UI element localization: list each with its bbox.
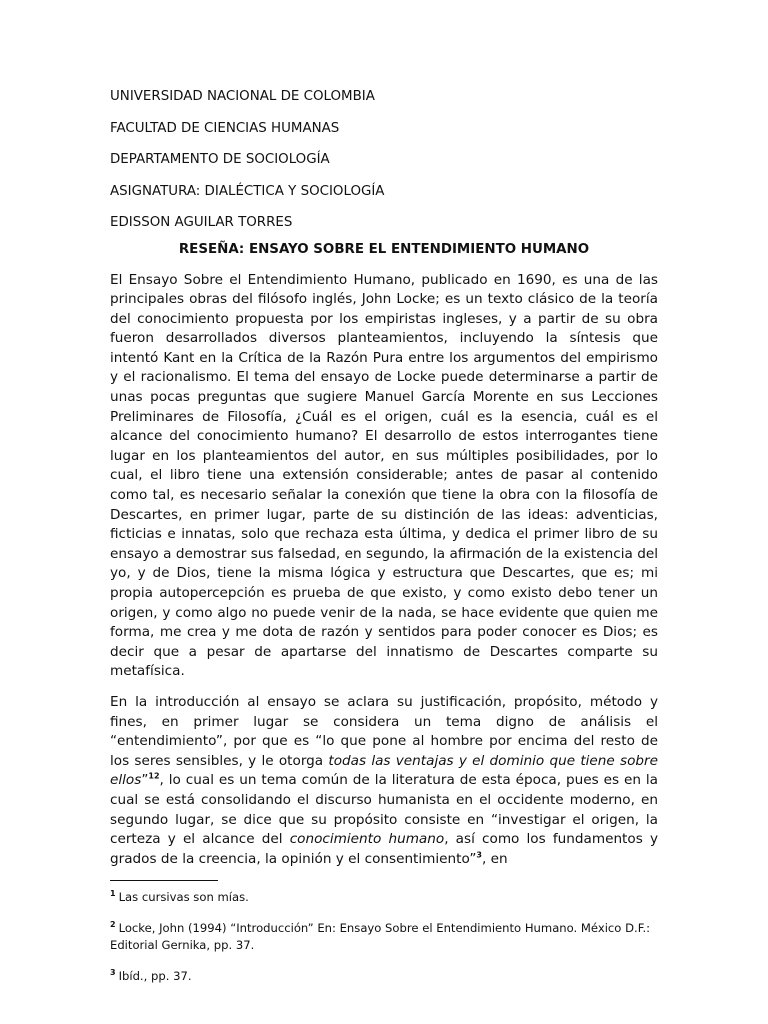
- footnote-2-mark: 2: [110, 920, 116, 930]
- header-department: DEPARTAMENTO DE SOCIOLOGÍA: [110, 152, 330, 167]
- footnote-separator: [110, 880, 218, 881]
- paragraph-2-italic-a: todas las ventajas y el dominio que tiene sobre ellos: [110, 752, 658, 789]
- header-university: UNIVERSIDAD NACIONAL DE COLOMBIA: [110, 89, 375, 104]
- paragraph-2-text-b: ”: [141, 772, 149, 789]
- document-title: RESEÑA: ENSAYO SOBRE EL ENTENDIMIENTO HUMANO: [178, 241, 590, 257]
- footnote-ref-3[interactable]: 3: [476, 850, 482, 860]
- paragraph-2-text-e: , en: [481, 850, 508, 867]
- paragraph-1: El Ensayo Sobre el Entendimiento Humano, publicado en 1690, es una de las principales obras del filósofo inglés, John Locke; es un texto clásico de la teoría del conocimiento propuesta por los empiristas ingleses, y a partir de su obra fueron desarrollados diversos planteamientos, incluyendo la síntesis que intentó Kant en la Crítica de la Razón Pura entre los argumentos del empirismo y el racionalismo. El tema del ensayo de Locke puede determinarse a partir de unas pocas preguntas que sugiere Manuel García Morente en sus Lecciones Preliminares de Filosofía, ¿Cuál es el origen, cuál es la esencia, cuál es el alcance del conocimiento humano? El desarrollo de estos interrogantes tiene lugar en los planteamientos del autor, en sus múltiples posibilidades, por lo cual, el libro tiene una extensión considerable; antes de pasar al contenido como tal, es necesario señalar la conexión que tiene la obra con la filosofía de Descartes, en primer lugar, parte de su distinción de las ideas: adventicias, ficticias e innatas, solo que rechaza esta última, y dedica el primer libro de su ensayo a demostrar sus falsedad, en segundo, la afirmación de la existencia del yo, y de Dios, tiene la misma lógica y estructura que Descartes, que es; mi propia autopercepción es prueba de que existo, y como existo debo tener un origen, y como algo no puede venir de la nada, se hace evidente que quien me forma, me crea y me dota de razón y sentidos para poder conocer es Dios; es decir que a pesar de apartarse del innatismo de Descartes comparte su metafísica.: [110, 271, 658, 680]
- document-page: [110, 88, 658, 985]
- header-author: EDISSON AGUILAR TORRES: [110, 215, 293, 230]
- footnote-3: [110, 968, 658, 985]
- footnote-ref-1-2[interactable]: 12: [148, 771, 160, 781]
- paragraph-2-text-c: , lo cual es un tema común de la literatura de esta época, pues es en la cual se está consolidando el discurso humanista en el occidente moderno, en segundo lugar, se dice que su propósito consiste en “investigar el origen, la certeza y el alcance del: [110, 772, 658, 848]
- footnote-1: [110, 889, 658, 906]
- header-course: ASIGNATURA: DIALÉCTICA Y SOCIOLOGÍA: [110, 183, 385, 199]
- paragraph-2: [110, 693, 658, 869]
- footnote-2: [110, 920, 658, 954]
- footnote-2-text: Locke, John (1994) “Introducción” En: Ensayo Sobre el Entendimiento Humano. México D.F.: Editorial Gernika, pp. 37.: [110, 921, 651, 953]
- footnote-3-mark: 3: [110, 968, 116, 978]
- footnote-3-text: Ibíd., pp. 37.: [118, 969, 192, 984]
- paragraph-2-text-d: , así como los fundamentos y grados de la creencia, la opinión y el consentimiento”: [110, 831, 658, 867]
- footnote-1-text: Las cursivas son mías.: [118, 890, 249, 905]
- paragraph-2-text-a: En la introducción al ensayo se aclara su justificación, propósito, método y fines, en primer lugar se considera un tema digno de análisis el “entendimiento”, por que es “lo que pone al hombre por encima del resto de los seres sensibles, y le otorga: [110, 693, 658, 769]
- paragraph-2-italic-b: conocimiento humano: [289, 831, 445, 848]
- footnote-1-mark: 1: [110, 889, 116, 899]
- header-faculty: FACULTAD DE CIENCIAS HUMANAS: [110, 120, 340, 136]
